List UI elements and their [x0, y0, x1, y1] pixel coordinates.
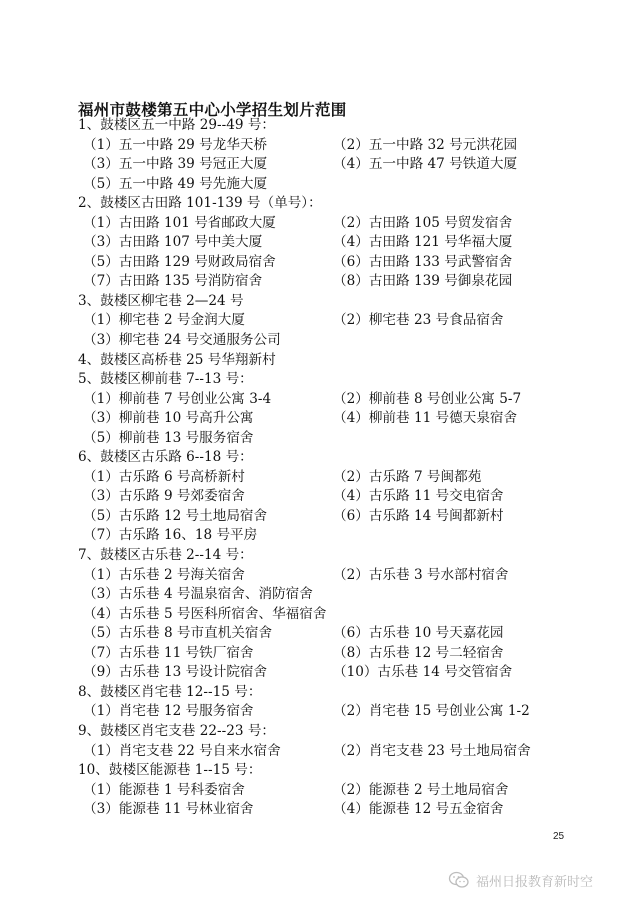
- section-heading-row: [0, 683, 641, 703]
- address-item: （6）古田路 133 号武警宿舍: [333, 253, 513, 270]
- address-item: （4）五一中路 47 号铁道大厦: [333, 156, 518, 173]
- address-row: [0, 311, 641, 331]
- section-heading: 6、鼓楼区古乐路 6--18 号：: [78, 449, 253, 466]
- address-row: [0, 487, 641, 507]
- address-item: （5）古乐巷 8 号市直机关宿舍: [83, 625, 273, 642]
- address-item: （2）古田路 105 号贸发宿舍: [333, 214, 513, 231]
- address-row: [0, 624, 641, 644]
- address-item: （1）能源巷 1 号科委宿舍: [83, 781, 245, 798]
- address-row: [0, 253, 641, 273]
- address-item: （7）古田路 135 号消防宿舍: [83, 273, 263, 290]
- watermark: [448, 870, 593, 890]
- section-heading-row: [0, 370, 641, 390]
- section-heading-row: [0, 351, 641, 371]
- address-row: [0, 566, 641, 586]
- address-item: （1）古田路 101 号省邮政大厦: [83, 214, 276, 231]
- address-row: [0, 214, 641, 234]
- address-item: （5）古乐路 12 号土地局宿舍: [83, 507, 268, 524]
- address-item: （2）柳前巷 8 号创业公寓 5-7: [333, 390, 522, 407]
- address-row: [0, 507, 641, 527]
- address-row: [0, 136, 641, 156]
- address-row: [0, 644, 641, 664]
- address-row: [0, 781, 641, 801]
- section-heading-row: [0, 292, 641, 312]
- address-row: [0, 526, 641, 546]
- address-item: （1）肖宅支巷 22 号自来水宿舍: [83, 742, 281, 759]
- address-item: （3）古乐路 9 号郊委宿舍: [83, 488, 245, 505]
- watermark-text: 福州日报教育新时空: [476, 874, 594, 890]
- section-heading: 8、鼓楼区肖宅巷 12--15 号：: [78, 683, 262, 700]
- address-item: （3）柳前巷 10 号高升公寓: [83, 410, 254, 427]
- address-item: （2）古乐路 7 号闽都苑: [333, 468, 482, 485]
- address-item: （3）古乐巷 4 号温泉宿舍、消防宿舍: [83, 586, 313, 603]
- address-item: （1）肖宅巷 12 号服务宿舍: [83, 703, 254, 720]
- section-heading-row: [0, 116, 641, 136]
- address-row: [0, 663, 641, 683]
- section-heading: 7、鼓楼区古乐巷 2--14 号：: [78, 547, 253, 564]
- section-heading: 1、鼓楼区五一中路 29--49 号：: [78, 117, 276, 133]
- document-title: 福州市鼓楼第五中心小学招生划片范围: [78, 100, 347, 119]
- address-item: （4）古田路 121 号华福大厦: [333, 234, 513, 251]
- section-heading: 5、鼓楼区柳前巷 7--13 号：: [78, 371, 253, 388]
- address-item: （1）柳宅巷 2 号金润大厦: [83, 312, 245, 329]
- section-heading-row: [0, 761, 641, 781]
- address-row: [0, 605, 641, 625]
- address-row: [0, 272, 641, 292]
- address-row: [0, 155, 641, 175]
- page-number: 25: [553, 831, 565, 842]
- address-item: （5）柳前巷 13 号服务宿舍: [83, 429, 254, 446]
- address-row: [0, 585, 641, 605]
- section-heading: 9、鼓楼区肖宅支巷 22--23 号：: [78, 722, 276, 739]
- address-item: （4）柳前巷 11 号德天泉宿舍: [333, 410, 518, 427]
- address-item: （4）能源巷 12 号五金宿舍: [333, 801, 504, 818]
- address-item: （8）古田路 139 号御泉花园: [333, 273, 513, 290]
- section-heading-row: [0, 448, 641, 468]
- address-row: [0, 175, 641, 195]
- section-heading-row: [0, 722, 641, 742]
- address-row: [0, 468, 641, 488]
- address-item: （6）古乐路 14 号闽都新村: [333, 507, 504, 524]
- section-heading: 3、鼓楼区柳宅巷 2—24 号: [78, 292, 244, 309]
- address-item: （3）柳宅巷 24 号交通服务公司: [83, 332, 281, 349]
- address-item: （10）古乐巷 14 号交管宿舍: [333, 664, 513, 681]
- section-heading: 2、鼓楼区古田路 101-139 号（单号）：: [78, 195, 322, 212]
- address-item: （2）五一中路 32 号元洪花园: [333, 136, 518, 153]
- address-item: （9）古乐巷 13 号设计院宿舍: [83, 664, 268, 681]
- section-heading-row: [0, 546, 641, 566]
- address-item: （7）古乐路 16、18 号平房: [83, 527, 258, 544]
- address-row: [0, 331, 641, 351]
- address-item: （3）五一中路 39 号冠正大厦: [83, 156, 268, 173]
- address-item: （1）柳前巷 7 号创业公寓 3-4: [83, 390, 272, 407]
- address-row: [0, 390, 641, 410]
- address-item: （6）古乐巷 10 号天嘉花园: [333, 625, 504, 642]
- address-item: （2）古乐巷 3 号水部村宿舍: [333, 566, 509, 583]
- address-item: （3）古田路 107 号中美大厦: [83, 234, 263, 251]
- address-row: [0, 429, 641, 449]
- section-heading: 4、鼓楼区高桥巷 25 号华翔新村: [78, 351, 276, 368]
- section-heading: 10、鼓楼区能源巷 1--15 号：: [78, 762, 262, 779]
- section-heading-row: [0, 194, 641, 214]
- address-row: [0, 800, 641, 820]
- address-item: （4）古乐路 11 号交电宿舍: [333, 488, 504, 505]
- address-row: [0, 409, 641, 429]
- address-item: （2）柳宅巷 23 号食品宿舍: [333, 312, 504, 329]
- address-item: （5）古田路 129 号财政局宿舍: [83, 253, 276, 270]
- zone-list: [0, 116, 641, 820]
- address-item: （7）古乐巷 11 号铁厂宿舍: [83, 644, 254, 661]
- wechat-icon: [448, 871, 470, 889]
- address-item: （2）肖宅支巷 23 号土地局宿舍: [333, 742, 531, 759]
- address-item: （1）古乐路 6 号高桥新村: [83, 468, 245, 485]
- address-item: （5）五一中路 49 号先施大厦: [83, 175, 268, 192]
- address-row: [0, 742, 641, 762]
- address-item: （2）肖宅巷 15 号创业公寓 1-2: [333, 703, 530, 720]
- address-item: （8）古乐巷 12 号二轻宿舍: [333, 644, 504, 661]
- address-item: （2）能源巷 2 号土地局宿舍: [333, 781, 509, 798]
- address-item: （1）五一中路 29 号龙华天桥: [83, 136, 268, 153]
- address-row: [0, 233, 641, 253]
- address-row: [0, 702, 641, 722]
- address-item: （1）古乐巷 2 号海关宿舍: [83, 566, 245, 583]
- address-item: （4）古乐巷 5 号医科所宿舍、华福宿舍: [83, 605, 327, 622]
- address-item: （3）能源巷 11 号林业宿舍: [83, 801, 254, 818]
